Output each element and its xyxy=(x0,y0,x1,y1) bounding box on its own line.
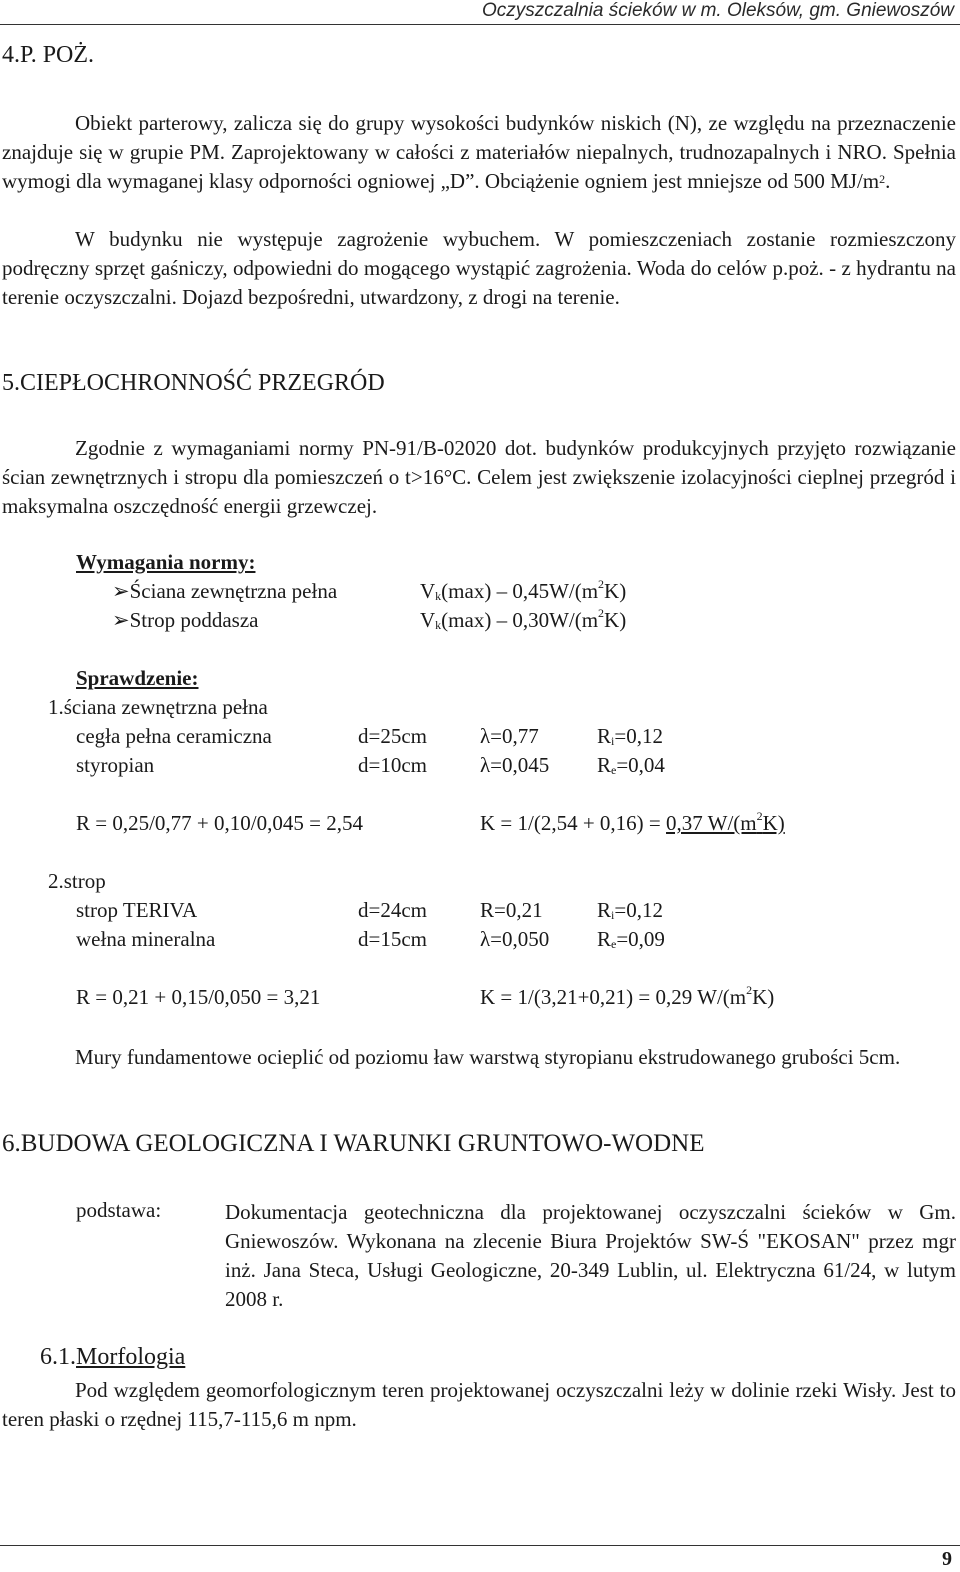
requirement-row xyxy=(112,579,337,604)
s4-p2-text: W budynku nie występuje zagrożenie wybuchem. W pomieszczeniach zostanie rozmieszczony podręczny sprzęt gaśniczy, odpowiedni do mogącego wystąpić zagrożenia. Woda do celów p.poż. - z hydrantu na terenie oczyszczalni. Dojazd bezpośredni, utwardzony, z drogi na terenie. xyxy=(2,227,956,309)
s6-p1-text: Pod względem geomorfologicznym teren projektowanej oczyszczalni leży w dolinie rzeki Wisły. Jest to teren płaski o rzędnej 115,7-115,6 m npm. xyxy=(2,1378,956,1431)
basis-label: podstawa: xyxy=(76,1198,162,1222)
layer-resistance: Ri=0,12 xyxy=(597,724,663,748)
roof-k-calc: K = 1/(3,21+0,21) = 0,29 $W/(m^2K)$ xyxy=(480,983,775,1009)
layer-material: cegła pełna ceramiczna xyxy=(76,724,272,748)
requirement-value: $Vk(\max) - 0,30W/(m^2K)$ xyxy=(420,606,627,632)
roof-label: 2.strop xyxy=(48,869,106,893)
section-6-heading: 6.BUDOWA GEOLOGICZNA I WARUNKI GRUNTOWO-WODNE xyxy=(2,1130,705,1157)
section-6-1-paragraph xyxy=(2,1376,956,1434)
layer-resistance: Re=0,09 xyxy=(597,927,665,951)
wall-label: 1.ściana zewnętrzna pełna xyxy=(48,695,268,719)
layer-lambda: λ=0,77 xyxy=(480,724,539,748)
requirement-name: Ściana zewnętrzna pełna xyxy=(129,579,338,603)
s4-p1-sup: 2 xyxy=(879,172,886,186)
s4-p1-text: Obiekt parterowy, zalicza się do grupy wysokości budynków niskich (N), ze względu na przeznaczenie znajduje się w grupie PM. Zaprojektowany w całości z materiałów niepalnych, trudnozapalnych i NRO. Spełnia wymogi dla wymaganej klasy odporności ogniowej „D”. Obciążenie ogniem jest mniejsze od 500 MJ/m xyxy=(2,111,956,193)
section-5-paragraph-2 xyxy=(2,1043,956,1072)
wall-r-calc: R = 0,25/0,77 + 0,10/0,045 = 2,54 xyxy=(76,811,363,835)
check-title: Sprawdzenie: xyxy=(76,666,199,690)
wall-k-calc: K = 1/(2,54 + 0,16) = 0,37 $W/(m^2K)$ xyxy=(480,809,785,835)
section-5-heading: 5.CIEPŁOCHRONNOŚĆ PRZEGRÓD xyxy=(2,370,385,396)
running-header: Oczyszczalnia ścieków w m. Oleksów, gm. Gniewoszów xyxy=(482,0,954,21)
layer-thickness: d=24cm xyxy=(358,898,427,922)
requirement-value: $Vk(\max) - 0,45W/(m^2K)$ xyxy=(420,577,627,603)
layer-lambda: λ=0,050 xyxy=(480,927,550,951)
page-number: 9 xyxy=(942,1548,952,1570)
arrow-bullet-icon: ➢ xyxy=(112,579,130,603)
section-4-paragraph-2 xyxy=(2,225,956,312)
layer-resistance: Ri=0,12 xyxy=(597,898,663,922)
requirement-row xyxy=(112,608,259,633)
subsection-6-1-heading xyxy=(40,1344,185,1371)
layer-lambda: λ=0,045 xyxy=(480,753,550,777)
roof-r-calc: R = 0,21 + 0,15/0,050 = 3,21 xyxy=(76,985,321,1009)
layer-thickness: d=10cm xyxy=(358,753,427,777)
requirement-name: Strop poddasza xyxy=(129,608,259,632)
basis-text: Dokumentacja geotechniczna dla projektowanej oczyszczalni ścieków w Gm. Gniewoszów. Wykonana na zlecenie Biura Projektów SW-Ś "EKOSAN" przez mgr inż. Jana Steca, Usługi Geologiczne, 20-349 Lublin, ul. Elektryczna 61/24, w lutym 2008 r. xyxy=(225,1200,956,1311)
layer-resistance: Re=0,04 xyxy=(597,753,665,777)
layer-material: wełna mineralna xyxy=(76,927,216,951)
layer-thickness: d=15cm xyxy=(358,927,427,951)
section-5-paragraph-1 xyxy=(2,434,956,521)
layer-material: strop TERIVA xyxy=(76,898,198,922)
footer-rule xyxy=(0,1545,960,1546)
layer-material: styropian xyxy=(76,753,155,777)
wall-k-result: 0,37 $W/(m^2K)$ xyxy=(666,809,785,835)
subsection-number: 6.1. xyxy=(40,1344,76,1370)
arrow-bullet-icon: ➢ xyxy=(112,608,130,632)
s5-p2-text: Mury fundamentowe ocieplić od poziomu ław warstwą styropianu ekstrudowanego grubości 5cm. xyxy=(75,1045,901,1069)
s5-p1-text: Zgodnie z wymaganiami normy PN-91/B-02020 dot. budynków produkcyjnych przyjęto rozwiązanie ścian zewnętrznych i stropu dla pomieszczeń o t>16°C. Celem jest zwiększenie izolacyjności cieplnej przegród i maksymalna oszczędność energii grzewczej. xyxy=(2,436,956,518)
subsection-title: Morfologia xyxy=(76,1344,186,1370)
layer-thickness: d=25cm xyxy=(358,724,427,748)
requirements-title: Wymagania normy: xyxy=(76,550,256,574)
section-4-paragraph-1 xyxy=(2,109,956,196)
header-rule xyxy=(0,24,960,25)
s4-p1-end: . xyxy=(885,169,891,193)
section-4-heading: 4.P. POŻ. xyxy=(2,42,95,68)
layer-lambda: R=0,21 xyxy=(480,898,543,922)
